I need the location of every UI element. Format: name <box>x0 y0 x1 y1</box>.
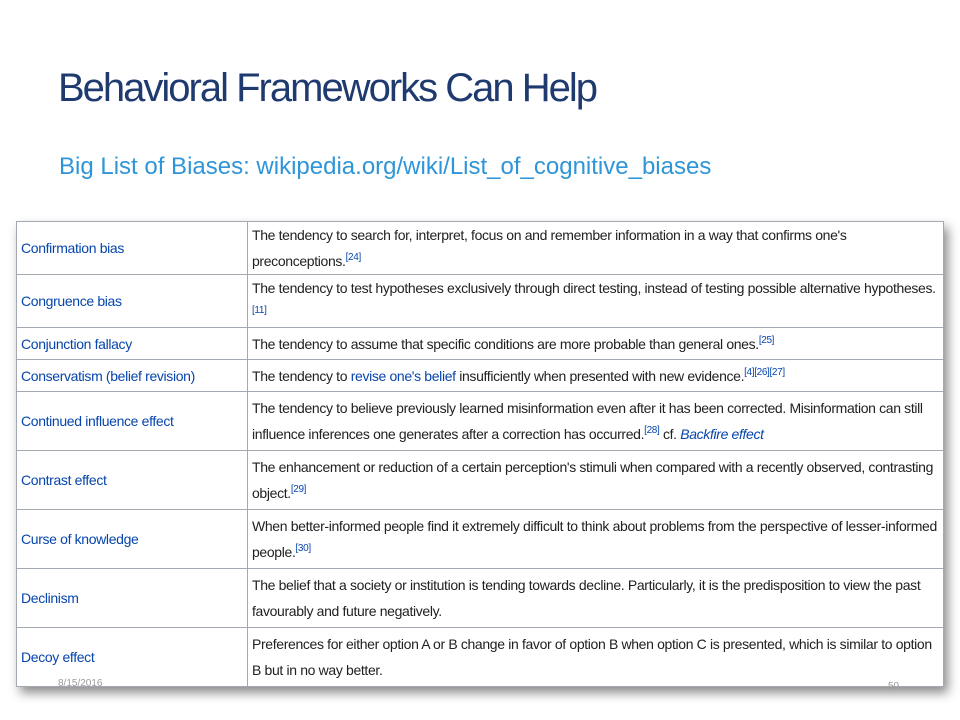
bias-description: The tendency to revise one's belief insufficiently when presented with new evidence.[4][26][27] <box>248 360 944 392</box>
table-row <box>17 360 944 392</box>
table-row <box>17 569 944 628</box>
bias-description: The tendency to assume that specific conditions are more probable than general ones.[25] <box>248 328 944 360</box>
table-row <box>17 328 944 360</box>
citation-link[interactable]: [11] <box>252 305 267 316</box>
table-row <box>17 628 944 687</box>
bias-name-link[interactable]: Contrast effect <box>17 451 248 510</box>
bias-description: The tendency to test hypotheses exclusively through direct testing, instead of testing possible alternative hypotheses.[11] <box>248 275 944 328</box>
slide-date: 8/15/2016 <box>58 678 103 689</box>
inline-wiki-link[interactable]: Backfire effect <box>680 426 764 442</box>
biases-table <box>16 221 944 687</box>
slide-title: Behavioral Frameworks Can Help <box>58 66 597 110</box>
bias-name-link[interactable]: Decoy effect <box>17 628 248 687</box>
bias-name-link[interactable]: Continued influence effect <box>17 392 248 451</box>
table-row <box>17 510 944 569</box>
bias-name-link[interactable]: Conservatism (belief revision) <box>17 360 248 392</box>
bias-name-link[interactable]: Conjunction fallacy <box>17 328 248 360</box>
citation-link[interactable]: [25] <box>758 334 775 346</box>
bias-description: The belief that a society or institution is tending towards decline. Particularly, it is the predisposition to view the past favourably and future negatively. <box>248 569 944 628</box>
citation-link[interactable]: [28] <box>644 425 660 436</box>
bias-description: Preferences for either option A or B change in favor of option B when option C is presented, which is similar to option B but in no way better. <box>248 628 944 687</box>
table-row <box>17 392 944 451</box>
citation-link[interactable]: [30] <box>295 543 311 554</box>
table-row <box>17 275 944 328</box>
bias-name-link[interactable]: Curse of knowledge <box>17 510 248 569</box>
bias-name-link[interactable]: Confirmation bias <box>17 222 248 275</box>
slide-subtitle: Big List of Biases: wikipedia.org/wiki/List_of_cognitive_biases <box>59 153 712 180</box>
bias-name-link[interactable]: Congruence bias <box>17 275 248 328</box>
biases-table-screenshot <box>16 221 944 687</box>
bias-description: The tendency to believe previously learned misinformation even after it has been corrected. Misinformation can still influence inferences one generates after a correction has occurred.[28] cf. Backfire effect <box>248 392 944 451</box>
bias-description: The enhancement or reduction of a certain perception's stimuli when compared with a recently observed, contrasting object.[29] <box>248 451 944 510</box>
table-row <box>17 222 944 275</box>
inline-wiki-link[interactable]: revise one's belief <box>350 367 456 384</box>
slide-page-number: 50 <box>888 681 900 692</box>
bias-description: When better-informed people find it extremely difficult to think about problems from the perspective of lesser-informed people.[30] <box>248 510 944 569</box>
table-row <box>17 451 944 510</box>
citation-link[interactable]: [29] <box>290 484 307 495</box>
bias-name-link[interactable]: Declinism <box>17 569 248 628</box>
citation-link[interactable]: [4][26][27] <box>744 366 785 378</box>
citation-link[interactable]: [24] <box>345 252 361 263</box>
bias-description: The tendency to search for, interpret, focus on and remember information in a way that confirms one's preconceptions.[24] <box>248 222 944 275</box>
